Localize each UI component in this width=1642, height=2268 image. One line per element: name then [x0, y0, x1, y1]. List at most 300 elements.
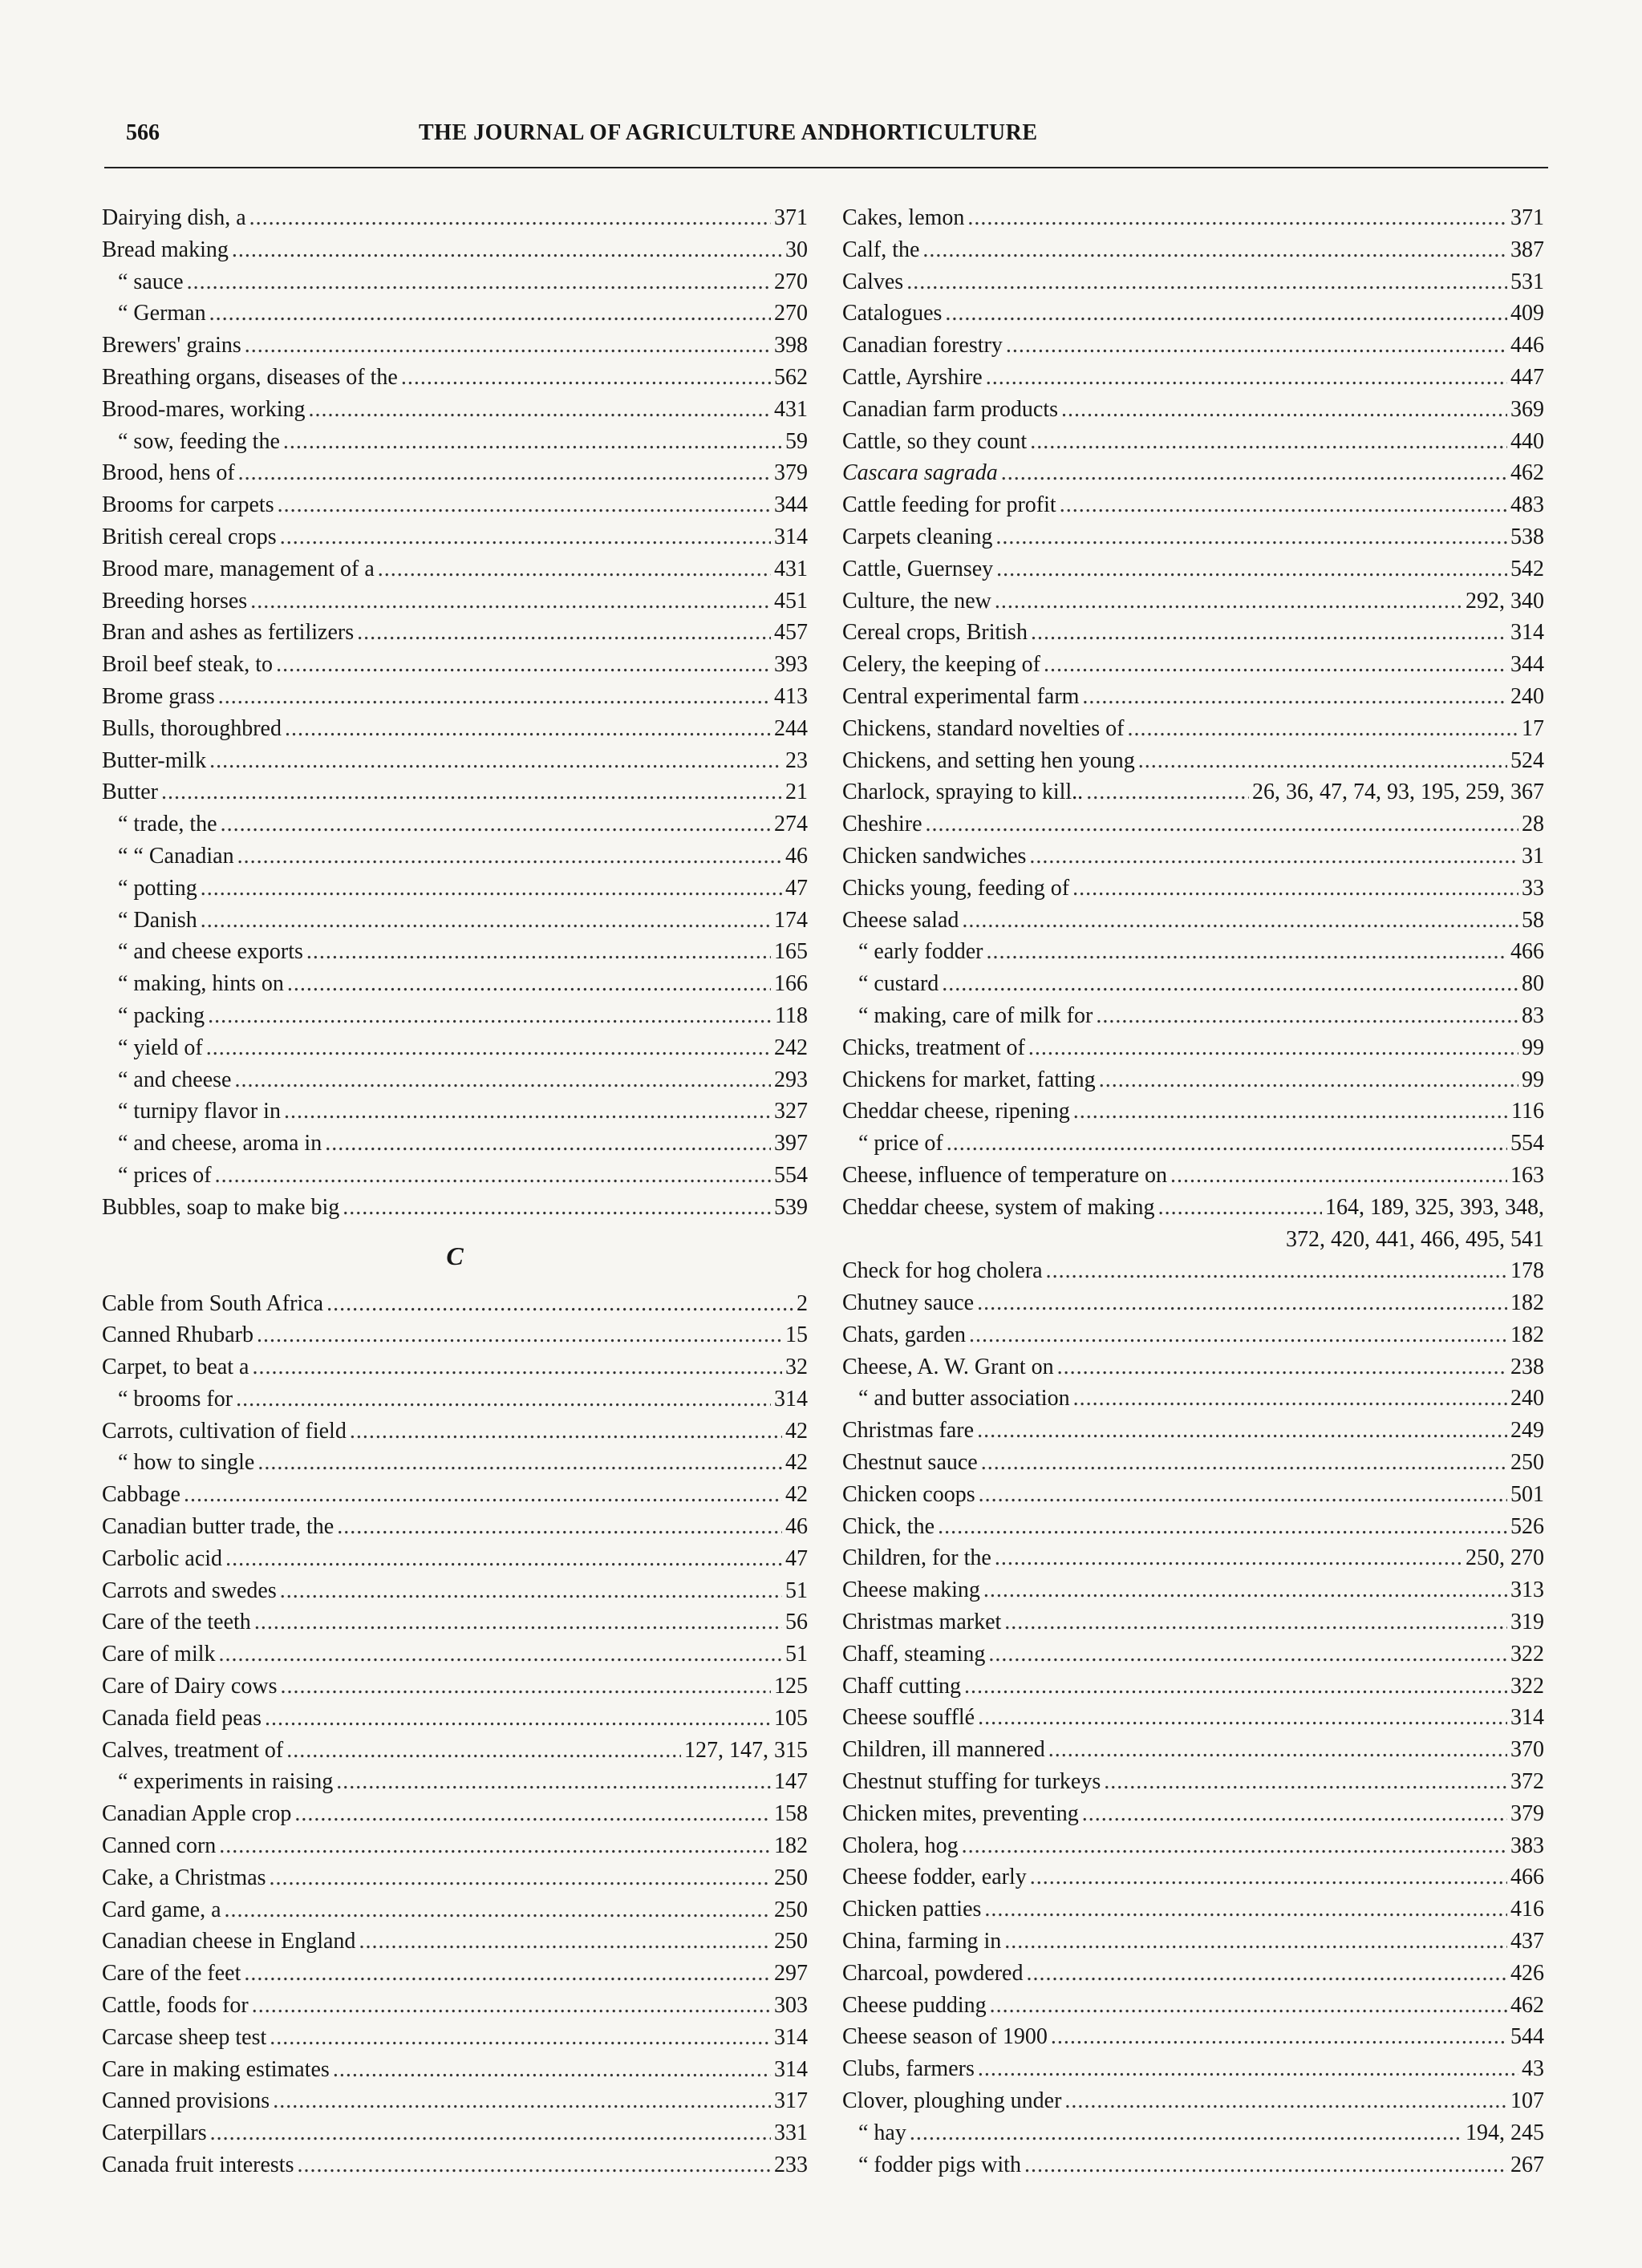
index-entry: [102, 2022, 808, 2054]
index-entry: [102, 1798, 808, 1830]
index-entry-term: “ trade, the: [118, 812, 217, 837]
index-entry: [842, 1415, 1544, 1447]
dot-leader: [995, 1542, 1462, 1574]
index-entry-page: 542: [1510, 556, 1544, 581]
dot-leader: [401, 362, 771, 394]
index-entry: [102, 2117, 808, 2149]
index-entry-page: 371: [1510, 205, 1544, 230]
index-entry: [102, 1096, 808, 1128]
index-entry: [842, 1319, 1544, 1351]
index-entry-term: Cattle, Ayrshire: [842, 364, 983, 390]
index-entry-page: 99: [1522, 1067, 1544, 1092]
dot-leader: [254, 1606, 782, 1638]
index-entry-term: Cabbage: [102, 1482, 180, 1508]
index-entry: [102, 968, 808, 1000]
dot-leader: [978, 2053, 1518, 2085]
index-entry-page: 80: [1522, 971, 1544, 997]
index-entry-term: “ hay: [858, 2120, 906, 2145]
index-entry: [102, 1319, 808, 1351]
index-entry-page: 274: [774, 812, 808, 837]
dot-leader: [210, 2117, 771, 2149]
index-entry: [102, 1511, 808, 1543]
index-entry-term: “ brooms for: [118, 1386, 233, 1411]
index-entry: [842, 1638, 1544, 1671]
index-entry-page: 33: [1522, 875, 1544, 901]
index-entry-page: 524: [1510, 747, 1544, 773]
index-entry-term: Charcoal, powdered: [842, 1960, 1024, 1986]
index-entry-term: Clover, ploughing under: [842, 2088, 1062, 2114]
index-entry-page: 398: [774, 333, 808, 358]
index-entry-page: 28: [1522, 812, 1544, 837]
dot-leader: [337, 1511, 782, 1543]
dot-leader: [1127, 713, 1518, 745]
index-entry-page: 250: [774, 1897, 808, 1922]
index-entry-page: 344: [1510, 652, 1544, 678]
index-entry: [102, 362, 808, 394]
dot-leader: [273, 2085, 771, 2117]
index-entry: [842, 1000, 1544, 1032]
dot-leader: [209, 298, 771, 330]
index-entry-page: 303: [774, 1993, 808, 2019]
index-entry-term: Children, ill mannered: [842, 1737, 1045, 1763]
index-entry-term: Christmas market: [842, 1610, 1002, 1635]
index-entry: [842, 521, 1544, 553]
index-entry-term: Cheddar cheese, ripening: [842, 1099, 1070, 1124]
index-entry-page: 372, 420, 441, 466, 495, 541: [1286, 1226, 1544, 1252]
index-entry-page: 314: [774, 1386, 808, 1411]
index-entry: [102, 1926, 808, 1958]
index-entry-page: 182: [1510, 1322, 1544, 1347]
dot-leader: [962, 905, 1518, 937]
index-entry-term: Cheese salad: [842, 907, 959, 933]
index-entry: [842, 585, 1544, 618]
dot-leader: [1096, 1000, 1518, 1032]
index-entry-page: 538: [1510, 524, 1544, 549]
index-entry-page: 17: [1522, 715, 1544, 741]
index-entry-page: 314: [774, 2024, 808, 2050]
dot-leader: [1004, 1606, 1507, 1638]
index-entry-term: Canned corn: [102, 1833, 217, 1859]
index-entry-term: “ potting: [118, 875, 197, 901]
index-entry-term: Chaff cutting: [842, 1673, 962, 1699]
index-entry-page: 440: [1510, 428, 1544, 454]
dot-leader: [250, 585, 771, 618]
index-entry: [842, 1064, 1544, 1096]
index-entry-page: 501: [1510, 1481, 1544, 1507]
index-entry-term: Chickens for market, fatting: [842, 1067, 1096, 1092]
index-entry-page: 46: [785, 843, 808, 869]
index-entry-page: 163: [1510, 1162, 1544, 1188]
index-entry-page: 166: [774, 971, 808, 997]
index-entry: [102, 266, 808, 298]
index-entry-term: “ and cheese: [118, 1067, 232, 1092]
index-entry-page: 238: [1510, 1354, 1544, 1379]
index-entry: [842, 968, 1544, 1000]
index-entry-page: 413: [774, 683, 808, 709]
index-entry-page: 446: [1510, 333, 1544, 358]
index-entry-term: Chicken mites, preventing: [842, 1800, 1079, 1826]
index-entry-term: Brome grass: [102, 683, 215, 709]
index-entry: [842, 2085, 1544, 2117]
index-entry: [842, 1702, 1544, 1734]
index-entry-page: 437: [1510, 1929, 1544, 1954]
index-entry-term: Carbolic acid: [102, 1545, 223, 1571]
index-entry-term: Canada field peas: [102, 1705, 262, 1731]
index-entry: [842, 1766, 1544, 1798]
index-entry: [842, 1734, 1544, 1766]
index-entry-page: 270: [774, 301, 808, 326]
index-list-c-left: [102, 1288, 808, 2181]
index-entry-term: Bulls, thoroughbred: [102, 715, 282, 741]
index-entry: [842, 2117, 1544, 2149]
index-entry: [102, 394, 808, 426]
index-entry-term: Cheese fodder, early: [842, 1865, 1027, 1890]
index-entry: [102, 745, 808, 777]
index-entry-page: 462: [1510, 1992, 1544, 2018]
dot-leader: [967, 202, 1507, 234]
index-entry-page: 371: [774, 205, 808, 230]
dot-leader: [996, 553, 1507, 585]
index-entry-term: “ yield of: [118, 1035, 203, 1060]
index-entry-page: 125: [774, 1674, 808, 1699]
index-entry-term: “ turnipy flavor in: [118, 1099, 281, 1124]
index-entry-term: Chestnut sauce: [842, 1450, 978, 1476]
index-entry: [842, 1958, 1544, 1990]
index-entry-page: 30: [785, 237, 808, 262]
index-entry: [842, 873, 1544, 905]
index-entry: [102, 1543, 808, 1575]
index-entry-term: Carpets cleaning: [842, 524, 993, 549]
index-entry: [842, 1032, 1544, 1064]
dot-leader: [225, 1543, 782, 1575]
dot-leader: [1057, 1351, 1507, 1383]
index-entry-page: 250: [1510, 1450, 1544, 1476]
index-entry-term: Carpet, to beat a: [102, 1355, 249, 1380]
dot-leader: [1170, 1160, 1507, 1192]
index-entry-term: “ “ Canadian: [118, 843, 234, 869]
index-entry-page: 127, 147, 315: [684, 1737, 808, 1763]
dot-leader: [208, 1000, 772, 1032]
dot-leader: [1138, 745, 1507, 777]
index-entry: [102, 713, 808, 745]
index-entry-page: 370: [1510, 1737, 1544, 1763]
index-entry-page: 270: [774, 269, 808, 294]
dot-leader: [1082, 1798, 1507, 1830]
dot-leader: [326, 1288, 793, 1320]
dot-leader: [249, 202, 771, 234]
index-entry-term: China, farming in: [842, 1929, 1002, 1954]
index-entry-page: 244: [774, 715, 808, 741]
index-entry-page: 314: [1510, 1705, 1544, 1731]
index-entry-term: Care in making estimates: [102, 2056, 330, 2082]
index-entry-term: Brood-mares, working: [102, 396, 306, 422]
dot-leader: [988, 1638, 1507, 1671]
index-entry-page: 431: [774, 396, 808, 422]
index-entry-term: British cereal crops: [102, 524, 277, 549]
index-entry: [842, 2053, 1544, 2085]
index-entry-term: Calves: [842, 269, 904, 294]
index-entry: [842, 1671, 1544, 1703]
dot-leader: [294, 1798, 771, 1830]
index-entry-term: Canadian Apple crop: [102, 1801, 292, 1827]
index-entry-page: 250, 270: [1466, 1545, 1544, 1571]
dot-leader: [1026, 1958, 1507, 1990]
index-entry-page: 21: [785, 780, 808, 805]
dot-leader: [906, 266, 1507, 298]
dot-leader: [1064, 2085, 1507, 2117]
index-entry: [842, 1160, 1544, 1192]
dot-leader: [995, 521, 1507, 553]
index-entry-term: Calves, treatment of: [102, 1737, 284, 1763]
dot-leader: [286, 1735, 681, 1767]
index-entry-term: Charlock, spraying to kill..: [842, 780, 1084, 805]
index-entry-page: 118: [775, 1002, 808, 1028]
index-entry-term: Cattle, foods for: [102, 1993, 249, 2019]
index-entry-term: “ and cheese exports: [118, 939, 303, 965]
index-entry-page: 164, 189, 325, 393, 348,: [1325, 1194, 1544, 1220]
index-entry: [842, 936, 1544, 968]
index-entry-term: Cakes, lemon: [842, 205, 965, 230]
page-number: 566: [126, 120, 160, 145]
dot-leader: [306, 936, 771, 968]
dot-leader: [1030, 1861, 1507, 1893]
index-entry-page: 379: [1510, 1800, 1544, 1826]
index-entry: [842, 1287, 1544, 1319]
index-entry-page: 314: [1510, 620, 1544, 646]
header-rule: [104, 167, 1548, 168]
index-entry-page: 31: [1522, 843, 1544, 869]
index-entry-page: 314: [774, 524, 808, 549]
dot-leader: [986, 362, 1507, 394]
index-entry-term: “ sauce: [118, 269, 184, 294]
index-entry-term: Cake, a Christmas: [102, 1865, 266, 1890]
dot-leader: [1030, 426, 1507, 458]
index-entry-term: Butter: [102, 780, 158, 805]
dot-leader: [1060, 489, 1507, 521]
index-entry-term: Brewers' grains: [102, 333, 241, 358]
dot-leader: [1001, 457, 1507, 489]
index-entry-term: Card game, a: [102, 1897, 221, 1922]
index-entry-page: 562: [774, 364, 808, 390]
index-entry-page: 178: [1510, 1258, 1544, 1284]
index-entry: [842, 649, 1544, 681]
index-entry-page: 240: [1510, 1386, 1544, 1411]
index-entry: [102, 1766, 808, 1798]
index-entry: [842, 394, 1544, 426]
index-entry-term: Butter-milk: [102, 747, 207, 773]
dot-leader: [219, 1638, 782, 1671]
dot-leader: [257, 1447, 782, 1479]
index-entry-page: 393: [774, 652, 808, 678]
dot-leader: [357, 617, 771, 649]
index-entry-page: 165: [774, 939, 808, 965]
index-entry-term: Canadian farm products: [842, 396, 1059, 422]
dot-leader: [201, 905, 771, 937]
index-column-left: [102, 202, 808, 2183]
index-entry: [102, 330, 808, 362]
dot-leader: [234, 1064, 771, 1096]
index-entry-term: “ sow, feeding the: [118, 428, 280, 454]
dot-leader: [343, 1192, 771, 1224]
index-entry-term: Bread making: [102, 237, 229, 262]
dot-leader: [350, 1415, 782, 1448]
index-entry-page: 383: [1510, 1833, 1544, 1858]
index-entry-page: 416: [1510, 1897, 1544, 1922]
index-entry-page: 26, 36, 47, 74, 93, 195, 259, 367: [1252, 780, 1544, 805]
dot-leader: [325, 1128, 771, 1160]
dot-leader: [359, 1926, 771, 1958]
index-entry-term: Carrots and swedes: [102, 1577, 277, 1603]
index-entry-term: Brood, hens of: [102, 460, 235, 486]
index-column-right: [842, 202, 1544, 2183]
index-entry-page: 409: [1510, 301, 1544, 326]
index-entry-page: 462: [1510, 460, 1544, 486]
index-entry-term: Carcase sheep test: [102, 2024, 267, 2050]
index-entry: [842, 1606, 1544, 1638]
index-entry: [102, 1415, 808, 1448]
index-entry-page: 344: [774, 492, 808, 518]
dot-leader: [1028, 1032, 1518, 1064]
index-entry: [842, 298, 1544, 330]
index-entry: [842, 681, 1544, 713]
index-entry-term: “ German: [118, 301, 206, 326]
index-entry-page: 554: [774, 1162, 808, 1188]
index-entry-page: 292, 340: [1466, 588, 1544, 614]
dot-leader: [244, 1958, 771, 1990]
index-entry-page: 397: [774, 1131, 808, 1156]
index-entry-page: 431: [774, 556, 808, 581]
dot-leader: [252, 1351, 782, 1383]
index-entry: [842, 1893, 1544, 1926]
dot-leader: [209, 745, 782, 777]
index-entry-page: 105: [774, 1705, 808, 1731]
index-entry: [102, 776, 808, 808]
dot-leader: [252, 1990, 771, 2022]
dot-leader: [962, 1830, 1507, 1862]
index-entry-term: “ making, hints on: [118, 971, 284, 997]
dot-leader: [270, 1862, 771, 1894]
dot-leader: [278, 489, 771, 521]
dot-leader: [232, 234, 782, 266]
dot-leader: [995, 585, 1462, 618]
index-entry: [102, 1128, 808, 1160]
index-entry: [102, 521, 808, 553]
index-entry: [102, 649, 808, 681]
index-entry-term: Cheese soufflé: [842, 1705, 975, 1731]
index-entry-page: 147: [774, 1769, 808, 1795]
index-entry: [842, 1479, 1544, 1511]
index-entry: [842, 1542, 1544, 1574]
index-entry-page: 331: [774, 2120, 808, 2146]
index-entry-page: 250: [774, 1929, 808, 1954]
index-entry-term: Care of the teeth: [102, 1610, 251, 1635]
dot-leader: [942, 968, 1518, 1000]
index-entry-term: Chicken sandwiches: [842, 843, 1027, 869]
index-entry-term: Check for hog cholera: [842, 1258, 1043, 1284]
index-entry-term: Cattle feeding for profit: [842, 492, 1056, 518]
dot-leader: [225, 1894, 772, 1926]
index-entry-page: 242: [774, 1035, 808, 1060]
index-entry-term: Cable from South Africa: [102, 1290, 324, 1316]
index-entry-page: 99: [1522, 1035, 1544, 1060]
index-entry-term: Chestnut stuffing for turkeys: [842, 1769, 1101, 1795]
index-entry-page: 531: [1510, 269, 1544, 294]
index-entry-term: “ experiments in raising: [118, 1769, 334, 1795]
index-entry: [102, 1703, 808, 1735]
dot-leader: [1082, 681, 1507, 713]
index-entry: [842, 2021, 1544, 2053]
dot-leader: [1086, 776, 1249, 808]
index-entry-page: 42: [785, 1450, 808, 1476]
index-entry-term: Cheshire: [842, 812, 922, 837]
dot-leader: [981, 1447, 1507, 1479]
dot-leader: [257, 1319, 782, 1351]
index-entry: [102, 1000, 808, 1032]
index-entry: [842, 1351, 1544, 1383]
index-entry-page: 174: [774, 907, 808, 933]
index-entry-term: Chicken patties: [842, 1897, 982, 1922]
index-entry: [842, 330, 1544, 362]
index-entry-term: Canadian butter trade, the: [102, 1514, 334, 1540]
index-entry-term: Culture, the new: [842, 588, 991, 614]
dot-leader: [287, 968, 771, 1000]
dot-leader: [986, 936, 1507, 968]
index-entry-term: Children, for the: [842, 1545, 991, 1571]
index-entry: [102, 457, 808, 489]
index-entry-page: 51: [785, 1577, 808, 1603]
index-entry-page: 554: [1510, 1131, 1544, 1156]
index-entry-term: Dairying dish, a: [102, 205, 246, 230]
dot-leader: [977, 1415, 1507, 1447]
index-entry: [842, 1830, 1544, 1862]
index-entry-term: “ custard: [858, 971, 939, 997]
index-entry-term: “ and butter association: [858, 1386, 1070, 1411]
index-entry-term: “ and cheese, aroma in: [118, 1131, 322, 1156]
index-entry-page: 46: [785, 1514, 808, 1540]
dot-leader: [184, 1479, 782, 1511]
dot-leader: [926, 808, 1518, 840]
index-entry-page: 387: [1510, 237, 1544, 262]
index-entry: [842, 1798, 1544, 1830]
index-entry-term: Canned Rhubarb: [102, 1322, 253, 1348]
index-entry: [842, 1990, 1544, 2022]
index-entry-term: Canada fruit interests: [102, 2153, 294, 2178]
index-entry-term: Care of milk: [102, 1642, 216, 1667]
dot-leader: [1099, 1064, 1518, 1096]
index-entry-term: “ early fodder: [858, 939, 983, 965]
index-entry-term: Canned provisions: [102, 2088, 270, 2114]
dot-leader: [1004, 1926, 1507, 1958]
dot-leader: [964, 1671, 1507, 1703]
index-list-b: [102, 202, 808, 1224]
index-entry-page: 2: [797, 1290, 808, 1316]
index-entry-page: 317: [774, 2088, 808, 2114]
index-entry-page: 58: [1522, 907, 1544, 933]
index-entry-page: 240: [1510, 683, 1544, 709]
index-entry: [842, 840, 1544, 873]
index-entry-page: 107: [1510, 2088, 1544, 2114]
index-entry-page: 447: [1510, 364, 1544, 390]
index-entry: [842, 2149, 1544, 2181]
dot-leader: [221, 808, 771, 840]
section-letter: C: [446, 1241, 464, 1270]
dot-leader: [280, 1671, 771, 1703]
dot-leader: [1073, 1383, 1507, 1415]
index-entry-term: Brood mare, management of a: [102, 556, 375, 581]
index-entry-term: Bubbles, soap to make big: [102, 1194, 340, 1220]
index-entry-term: Caterpillars: [102, 2120, 207, 2146]
dot-leader: [1046, 1255, 1507, 1287]
